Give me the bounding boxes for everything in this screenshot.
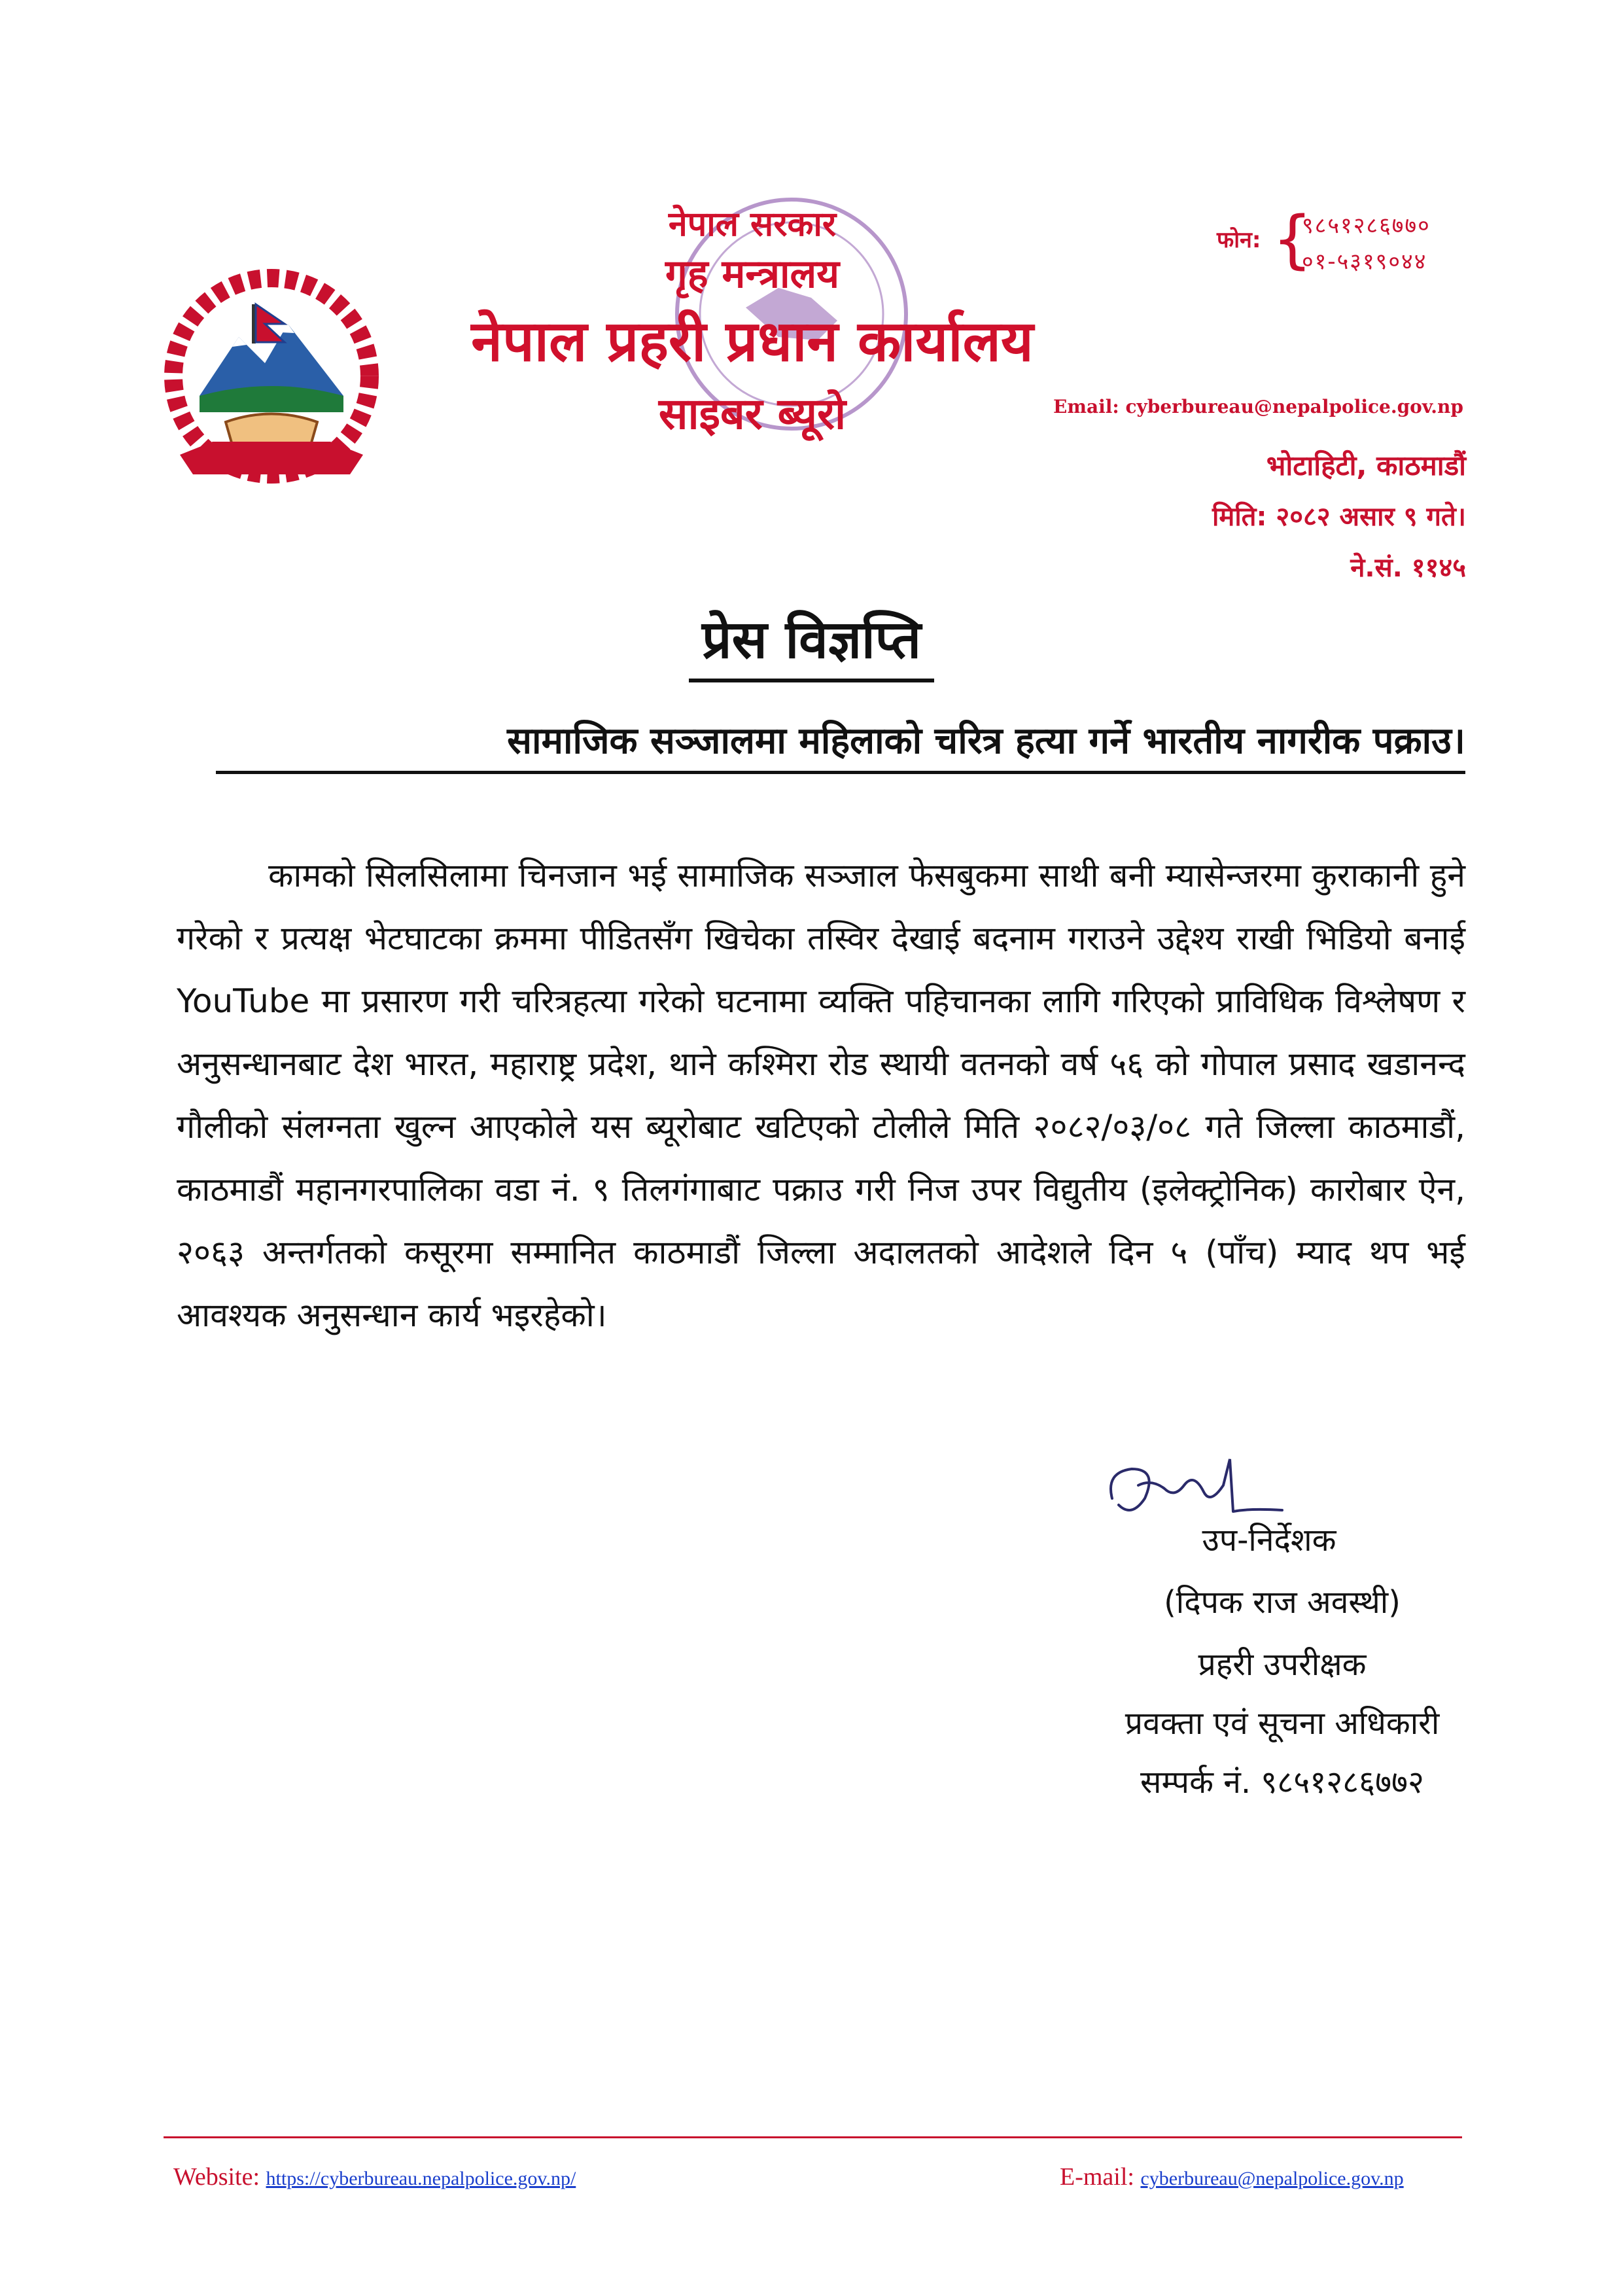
phone-number-2: ०१-५३१९०४४ [1302, 249, 1427, 275]
headline: सामाजिक सञ्जालमा महिलाको चरित्र हत्या गर्ने भारतीय नागरीक पक्राउ। [216, 715, 1465, 774]
website-link[interactable]: https://cyberbureau.nepalpolice.gov.np/ [266, 2168, 576, 2189]
nepal-emblem-icon [154, 265, 389, 501]
email-label: E-mail: [1060, 2163, 1134, 2191]
footer-website [173, 2163, 576, 2191]
press-release-title: प्रेस विज्ञप्ति [689, 602, 934, 682]
nepal-sambat: ने.सं. ११४५ [1350, 553, 1466, 583]
email-link[interactable]: cyberbureau@nepalpolice.gov.np [1140, 2168, 1404, 2189]
officer-rank: प्रहरी उपरीक्षक [1198, 1646, 1367, 1683]
brace-icon: { [1272, 203, 1313, 276]
phone-number-1: ९८५१२८६७७० [1302, 213, 1431, 239]
designation: उप-निर्देशक [1202, 1522, 1336, 1559]
location: भोटाहिटी, काठमाडौं [1266, 450, 1466, 482]
body-paragraph: कामको सिलसिलामा चिनजान भई सामाजिक सञ्जाल फेसबुकमा साथी बनी म्यासेन्जरमा कुराकानी हुने गरेको र प्रत्यक्ष भेटघाटका क्रममा पीडितसँग खिचेका तस्विर देखाई बदनाम गराउने उद्देश्य राखी भिडियो बनाई YouTube मा प्रसारण गरी चरित्रहत्या गरेको घटनामा व्यक्ति पहिचानका लागि गरिएको प्राविधिक विश्लेषण र अनुसन्धानबाट देश भारत, महाराष्ट्र प्रदेश, थाने कश्मिरा रोड स्थायी वतनको वर्ष ५६ को गोपाल प्रसाद खडानन्द गौलीको संलग्नता खुल्न आएकोले यस ब्यूरोबाट खटिएको टोलीले मिति २०८२/०३/०८ गते जिल्ला काठमाडौं, काठमाडौं महानगरपालिका वडा नं. ९ तिलगंगाबाट पक्राउ गरी निज उपर विद्युतीय (इलेक्ट्रोनिक) कारोबार ऐन, २०६३ अन्तर्गतको कसूरमा सम्मानित काठमाडौं जिल्ला अदालतको आदेशले दिन ५ (पाँच) म्याद थप भई आवश्यक अनुसन्धान कार्य भइरहेको। [177, 857, 1465, 1334]
bureau-title: साइबर ब्यूरो [658, 389, 846, 439]
date: मिति: २०८२ असार ९ गते। [1212, 502, 1466, 532]
ministry-line: गृह मन्त्रालय [665, 251, 840, 297]
officer-name: (दिपक राज अवस्थी) [1164, 1584, 1401, 1621]
govt-line: नेपाल सरकार [668, 205, 837, 244]
officer-role: प्रवक्ता एवं सूचना अधिकारी [1125, 1705, 1440, 1742]
website-label: Website: [173, 2163, 260, 2191]
footer-divider [164, 2136, 1462, 2138]
office-title: नेपाल प्रहरी प्रधान कार्यालय [471, 309, 1034, 374]
title-wrap [0, 602, 1623, 682]
officer-contact: सम्पर्क नं. ९८५१२८६७७२ [1140, 1764, 1424, 1801]
header-email: Email: cyberbureau@nepalpolice.gov.np [1053, 396, 1463, 417]
phone-label: फोन: [1217, 227, 1261, 253]
footer-email [1060, 2163, 1404, 2191]
